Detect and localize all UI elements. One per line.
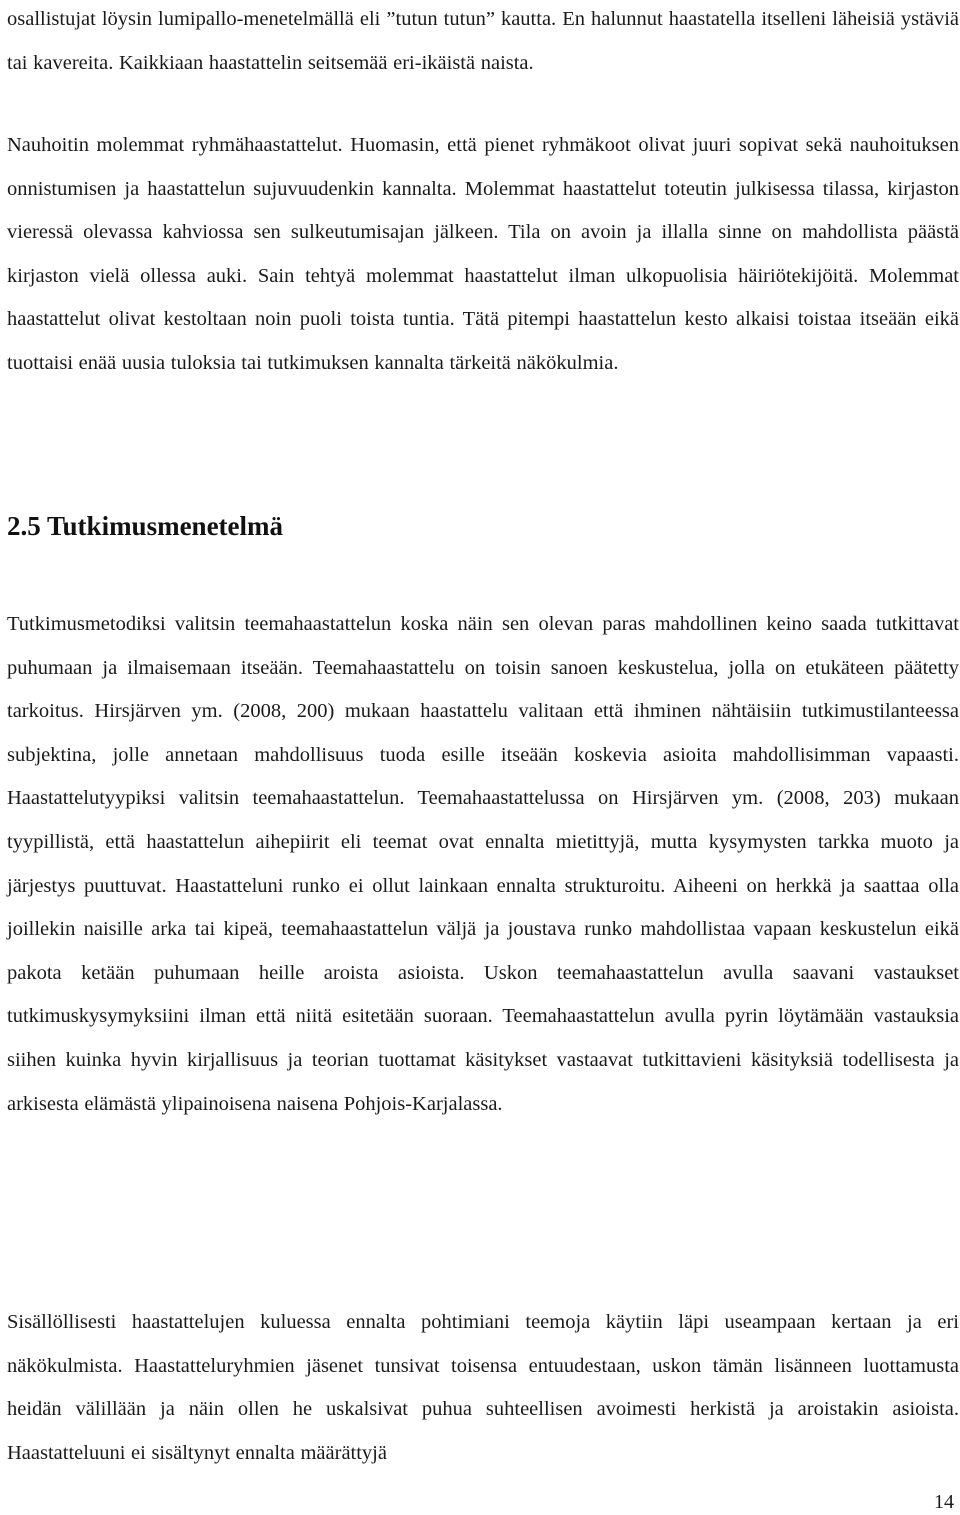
paragraph-interview-recording: Nauhoitin molemmat ryhmähaastattelut. Huomasin, että pienet ryhmäkoot olivat juuri sopivat sekä nauhoituksen onnistumisen ja haastattelun sujuvuudenkin kannalta. Molemmat haastattelut toteutin julkisessa tilassa, kirjaston vieressä olevassa kahviossa sen sulkeutumisajan jälkeen. Tila on avoin ja illalla sinne on mahdollista päästä kirjaston vielä ollessa auki. Sain tehtyä molemmat haastattelut ilman ulkopuolisia häiriötekijöitä. Molemmat haastattelut olivat kestoltaan noin puoli toista tuntia. Tätä pitempi haastattelun kesto alkaisi toistaa itseään eikä tuottaisi enää uusia tuloksia tai tutkimuksen kannalta tärkeitä näkökulmia. <box>7 134 959 374</box>
page-number: 14 <box>934 1491 954 1513</box>
section-heading: 2.5 Tutkimusmenetelmä <box>7 511 284 541</box>
paragraph-participants: osallistujat löysin lumipallo-menetelmällä eli ”tutun tutun” kautta. En halunnut haastatella itselleni läheisiä ystäviä tai kavereita. Kaikkiaan haastattelin seitsemää eri-ikäistä naista. <box>7 8 959 74</box>
paragraph-research-method: Tutkimusmetodiksi valitsin teemahaastattelun koska näin sen olevan paras mahdollinen keino saada tutkittavat puhumaan ja ilmaisemaan itseään. Teemahaastattelu on toisin sanoen keskustelua, jolla on etukäteen päätetty tarkoitus. Hirsjärven ym. (2008, 200) mukaan haastattelu valitaan että ihminen nähtäisiin tutkimustilanteessa subjektina, jolle annetaan mahdollisuus tuoda esille itseään koskevia asioita mahdollisimman vapaasti. Haastattelutyypiksi valitsin teemahaastattelun. Teemahaastattelussa on Hirsjärven ym. (2008, 203) mukaan tyypillistä, että haastattelun aihepiirit eli teemat ovat ennalta mietittyjä, mutta kysymysten tarkka muoto ja järjestys puuttuvat. Haastatteluni runko ei ollut lainkaan ennalta strukturoitu. Aiheeni on herkkä ja saattaa olla joillekin naisille arka tai kipeä, teemahaastattelun väljä ja joustava runko mahdollistaa vapaan keskustelun eikä pakota ketään puhumaan heille aroista asioista. Uskon teemahaastattelun avulla saavani vastaukset tutkimuskysymyksiini ilman että niitä esitetään suoraan. Teemahaastattelun avulla pyrin löytämään vastauksia siihen kuinka hyvin kirjallisuus ja teorian tuottamat käsitykset vastaavat tutkittavieni käsityksiä todellisesta ja arkisesta elämästä ylipainoisena naisena Pohjois-Karjalassa. <box>7 613 959 1115</box>
paragraph-interview-content: Sisällöllisesti haastattelujen kuluessa ennalta pohtimiani teemoja käytiin läpi useampaan kertaan ja eri näkökulmista. Haastatteluryhmien jäsenet tunsivat toisensa entuudestaan, uskon tämän lisänneen luottamusta heidän välillään ja näin ollen he uskalsivat puhua suhteellisen avoimesti herkistä ja aroistakin asioista. Haastatteluuni ei sisältynyt ennalta määrättyjä <box>7 1311 959 1464</box>
document-page <box>7 0 959 1515</box>
